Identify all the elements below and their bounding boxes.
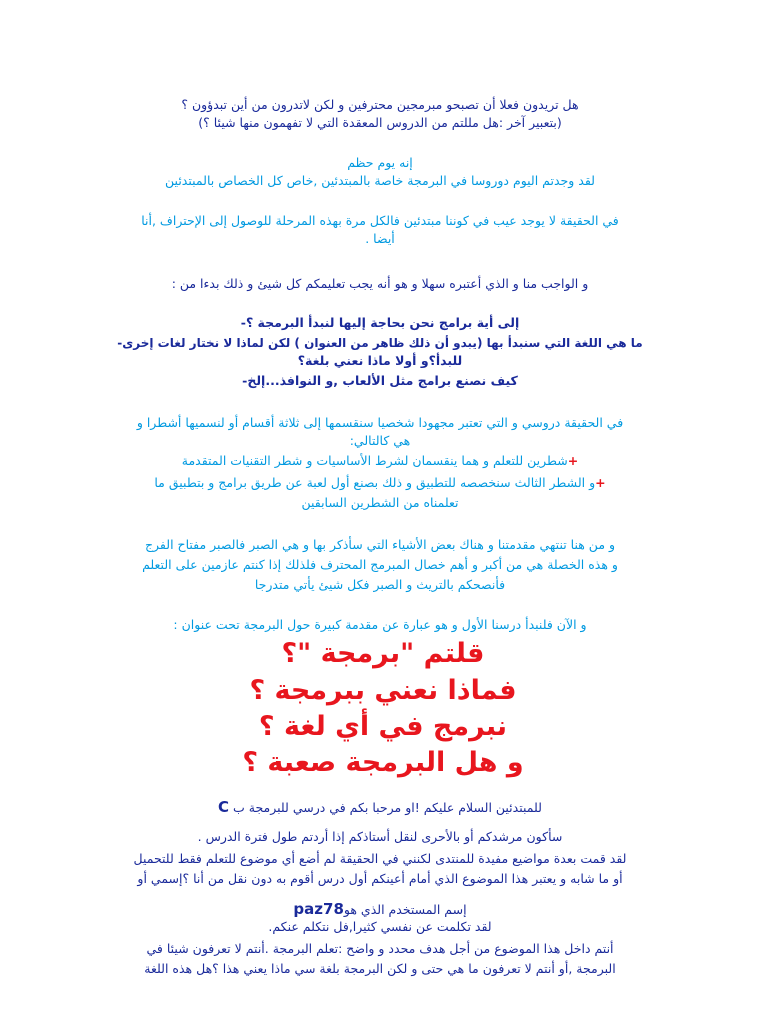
intro-question-rephrase: (بتعبير آخر :هل مللتم من الدروس المعقدة التي لا تفهمون منها شيئا ؟): [198, 115, 562, 130]
welcome-line: [110, 798, 650, 817]
plus-marker: +: [567, 453, 579, 468]
body-text: أنتم داخل هذا الموضوع من أجل هدف محدد و واضح :تعلم البرمجة .أنتم لا تعرفون شيئا في: [146, 941, 614, 956]
question-item: ما هي اللغة التي سنبدأ بها (يبدو أن ذلك ظاهر من العنوان ) لكن لماذا لا نختار لغات إخرى-: [117, 336, 643, 350]
division-part: [110, 474, 650, 492]
duty-text: و الواجب منا و الذي أعتبره سهلا و هو أنه يجب تعليمكم كل شيئ و ذلك بدءا من :: [171, 276, 589, 291]
language-letter: C: [218, 798, 230, 816]
division-text: في الحقيقة دروسي و التي تعتبر مجهودا شخصيا سنقسمها إلى ثلاثة أقسام أو لنسميها أشطرا و: [136, 415, 624, 430]
patience-text: و من هنا تنتهي مقدمتنا و هناك بعض الأشياء التي سأذكر بها و هي الصبر فالصبر مفتاح الفرج: [144, 537, 616, 552]
question-item: للبدأ؟و أولا ماذا نعني بلغة؟: [297, 353, 463, 368]
lesson-heading: نبرمج في أي لغة ؟: [258, 711, 508, 742]
body-text: سأكون مرشدكم أو بالأحرى لنقل أستاذكم إذا أردتم طول فترة الدرس .: [197, 829, 563, 844]
patience-text: و هذه الخصلة هي من أكبر و أهم خصال المبرمج المحترف فلذلك إذا كنتم عازمين على التعلم: [142, 557, 618, 572]
beginners-text-end: أيضا .: [365, 231, 395, 246]
day-heading: إنه يوم حظم: [347, 155, 413, 170]
body-text: لقد قمت بعدة مواضيع مفيدة للمنتدى لكنني في الحقيقة لم أضع أي موضوع للتعلم فقط للتحميل: [133, 851, 627, 866]
beginners-text: في الحقيقة لا يوجد عيب في كوننا مبتدئين فالكل مرة بهذه المرحلة للوصول إلى الإحتراف ,أنا: [141, 213, 619, 228]
first-lesson-text: و الآن فلنبدأ درسنا الأول و هو عبارة عن مقدمة كبيرة حول البرمجة تحت عنوان :: [173, 617, 587, 632]
body-text: البرمجة ,أو أنتم لا تعرفون ما هي حتى و لكن البرمجة بلغة سي ماذا يعني هذا ؟هل هذه اللغة: [144, 961, 616, 976]
division-text: تعلمناه من الشطرين السابقين: [301, 495, 459, 510]
welcome-text: للمبتدئين السلام عليكم !او مرحبا بكم في درسي للبرمجة ب: [233, 800, 542, 815]
plus-marker: +: [595, 475, 606, 490]
intro-question: هل تريدون فعلا أن تصبحو مبرمجين محترفين و لكن لاتدرون من أين تبدؤون ؟: [181, 97, 579, 112]
division-part-text: شطرين للتعلم و هما ينقسمان لشرط الأساسيات و شطر التقنيات المتقدمة: [181, 453, 568, 468]
body-text: أو ما شابه و يعتبر هذا الموضوع الذي أمام أعينكم أول درس أقوم به دون نقل من أنا ؟إسمي أو: [137, 871, 623, 886]
username: paz78: [293, 900, 344, 918]
body-text: [110, 900, 650, 919]
lesson-heading: فماذا نعني ببرمجة ؟: [249, 675, 517, 706]
body-text-part: إسم المستخدم الذي هو: [343, 902, 467, 917]
lesson-heading: و هل البرمجة صعبة ؟: [242, 747, 524, 778]
patience-text: فأنصحكم بالتريث و الصبر فكل شيئ يأتي متدرجا: [254, 577, 506, 592]
division-text: هي كالتالي:: [349, 433, 411, 448]
division-part-text: و الشطر الثالث سنخصصه للتطبيق و ذلك بصنع أول لعبة عن طريق برامج و بتطبيق ما: [154, 475, 596, 490]
body-text: لقد تكلمت عن نفسي كثيرا,فل نتكلم عنكم.: [268, 919, 492, 934]
day-text: لقد وجدتم اليوم دوروسا في البرمجة خاصة بالمبتدئين ,خاص كل الخصاص بالمبتدئين: [165, 173, 595, 188]
question-item: كيف نصنع برامج مثل الألعاب ,و النوافذ...إلخ-: [242, 373, 518, 388]
lesson-heading: قلتم "برمجة "؟: [281, 638, 485, 669]
question-item: إلى أية برامج نحن بحاجة إليها لنبدأ البرمجة ؟-: [240, 315, 520, 330]
division-part: [110, 452, 650, 470]
